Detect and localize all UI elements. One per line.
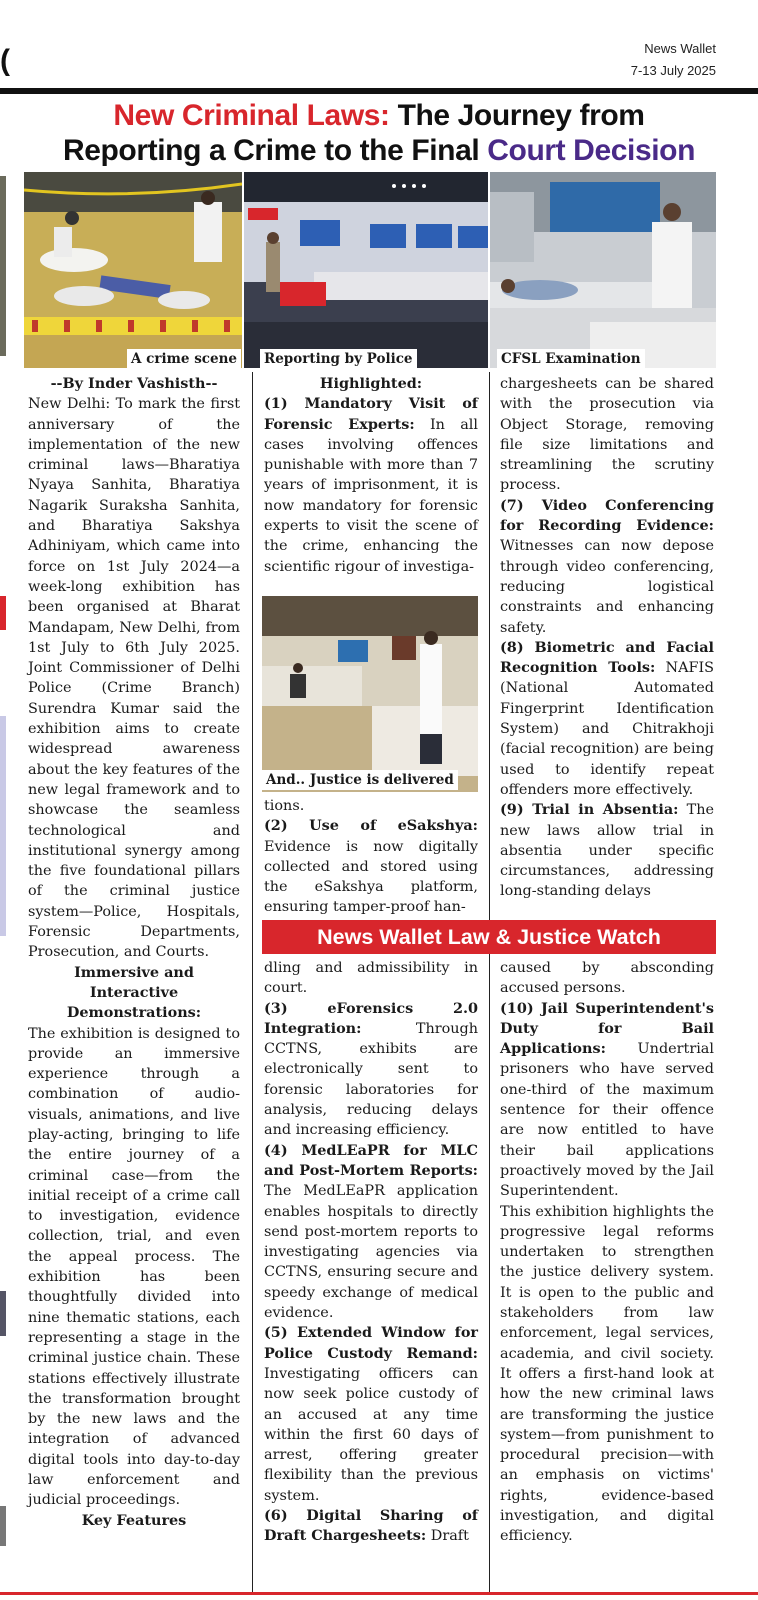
closing-paragraph: This exhibition highlights the progressive legal reforms undertaken to strengthen the justice delivery system. It is open to the public and stakeholders from law enforcement, legal services, academia, and civil society. It offers a first-hand look at how the new criminal laws are transforming the justice system—from punishment to procedural precision—with an emphasis on victims' rights, evidence-based investigation, and digital efficiency. (500, 1203, 714, 1545)
feature-9 (500, 800, 714, 901)
column-3-bottom (500, 958, 714, 1547)
feature-10-body: Undertrial prisoners who have served one-third of the maximum sentence for their offence are now entitled to have their bail applications proactively moved by the Jail Superintendent. (500, 1041, 714, 1200)
feature-4 (264, 1141, 478, 1324)
intro-paragraph: New Delhi: To mark the first anniversary of the implementation of the new criminal laws—Bharatiya Nyaya Sanhita, Bharatiya Nagarik Suraksha Sanhita, and Bharatiya Sakshya Adhiniyam, which came into force on 1st July 2024—a week-long exhibition has been organised at Bharat Mandapam, New Delhi, from 1st July to 6th July 2025. Joint Commissioner of Delhi Police (Crime Branch) Surendra Kumar said the exhibition aims to create widespread awareness about the key features of the new legal framework and to showcase the seamless technological and institutional synergy among the five foundational pillars of the criminal justice system—Police, Hospitals, Forensic Departments, Prosecution, and Courts. (28, 396, 240, 961)
feature-10-title: (10) Jail Superintendent's Duty for Bail Applications: (500, 999, 714, 1058)
feature-7 (500, 496, 714, 638)
column-1 (28, 374, 240, 1531)
caption-reporting: Reporting by Police (260, 349, 417, 369)
feature-3 (264, 999, 478, 1141)
byline: --By Inder Vashisth-- (50, 375, 218, 392)
photo-reporting (244, 172, 488, 368)
feature-1-body: In all cases involving offences punishable with more than 7 years of imprisonment, it is now mandatory for forensic experts to visit the scene of the crime, enhancing the scientific rigour of investiga- (264, 416, 478, 575)
feature-5-title: (5) Extended Window for Police Custody Remand: (264, 1324, 478, 1362)
feature-9-body: The new laws allow trial in absentia under specific circumstances, addressing long-standing delays (500, 802, 714, 900)
publication-date: 7-13 July 2025 (630, 63, 716, 78)
feature-5-body: Investigating officers can now seek police custody of an accused at any time within the first 60 days of arrest, offering greater flexibility than the previous system. (264, 1365, 478, 1504)
feature-3-title: (3) eForensics 2.0 Integration: (264, 999, 478, 1037)
feature-1 (264, 394, 478, 577)
bottom-rule (0, 1592, 758, 1595)
feature-2-body: Evidence is now digitally collected and stored using the eSakshya platform, ensuring tamper-proof han- (264, 838, 478, 916)
feature-8-title: (8) Biometric and Facial Recognition Tools: (500, 638, 714, 677)
headline-part4: Court Decision (487, 134, 696, 167)
immersive-paragraph: The exhibition is designed to provide an immersive experience through a combination of audio-visuals, animations, and live play-acting, bringing to life the entire journey of a criminal case—from the initial receipt of a crime call to investigation, evidence collection, trial, and even the appeal process. The exhibition has been thoughtfully divided into nine thematic stations, each representing a stage in the criminal justice chain. These stations effectively illustrate the transformation brought by the new laws and the integration of advanced digital tools into day-to-day law enforcement and judicial proceedings. (28, 1025, 240, 1509)
feature-6 (264, 1506, 478, 1547)
feature-4-body: The MedLEaPR application enables hospitals to directly send post-mortem reports to investigating agencies via CCTNS, ensuring secure and speedy exchange of medical evidence. (264, 1183, 478, 1322)
key-features-heading: Key Features (81, 1511, 187, 1529)
section-banner: News Wallet Law & Justice Watch (262, 920, 716, 954)
photo-cfsl (490, 172, 716, 368)
publication-info (631, 38, 716, 82)
feature-4-title: (4) MedLEaPR for MLC and Post-Mortem Reports: (264, 1141, 478, 1179)
column-2-middle (264, 796, 478, 918)
caption-crime-scene: A crime scene (127, 349, 241, 369)
feature-8-body: NAFIS (National Automated Fingerprint Identification System) and Chitrakhoji (facial recognition) are being used to identify repeat offenders more effectively. (500, 660, 714, 798)
subhead-immersive: Immersive and Interactive Demonstrations: (66, 963, 202, 1022)
feature-7-body: Witnesses can now depose through video conferencing, reducing logistical constraints and enhancing safety. (500, 538, 714, 636)
top-rule (0, 88, 758, 94)
caption-justice: And.. Justice is delivered (262, 770, 458, 790)
column-3-top (500, 374, 714, 902)
feature-2 (264, 816, 478, 917)
feature-8 (500, 638, 714, 800)
left-edge-strip (0, 176, 6, 1596)
feature-2-title: (2) Use of eSakshya: (264, 817, 478, 835)
photo-crime-scene (24, 172, 242, 368)
column-rule-2 (489, 372, 490, 1592)
column-2-bottom (264, 958, 478, 1547)
feature-10 (500, 999, 714, 1202)
column-2-top (264, 374, 478, 577)
feature-6-continued: chargesheets can be shared with the prosecution via Object Storage, removing file size limitations and streamlining the scrutiny process. (500, 376, 714, 494)
feature-6-body: Draft (426, 1528, 469, 1545)
publication-name: News Wallet (644, 41, 716, 56)
masthead-fragment: ( (0, 44, 10, 77)
feature-1-title: (1) Mandatory Visit of Forensic Experts: (264, 395, 478, 433)
feature-7-title: (7) Video Conferencing for Recording Evidence: (500, 496, 714, 535)
feature-6-title: (6) Digital Sharing of Draft Chargesheets: (264, 1507, 478, 1545)
feature-1-continued: tions. (264, 798, 305, 814)
feature-9-title: (9) Trial in Absentia: (500, 801, 679, 819)
highlighted-heading: Highlighted: (319, 375, 423, 392)
feature-5 (264, 1323, 478, 1506)
headline (0, 98, 758, 168)
caption-cfsl: CFSL Examination (497, 349, 645, 369)
feature-3-body: Through CCTNS, exhibits are electronically sent to forensic laboratories for analysis, reducing delays and increasing efficiency. (264, 1020, 478, 1139)
column-rule-1 (252, 372, 253, 1592)
feature-9-continued: caused by absconding accused persons. (500, 960, 714, 997)
photo-justice (262, 596, 478, 792)
feature-2-continued: dling and admissibility in court. (264, 960, 478, 997)
headline-part1: New Criminal Laws: (113, 99, 390, 132)
headline-part3: Reporting a Crime to the Final (62, 134, 488, 167)
headline-part2: The Journey from (389, 99, 645, 132)
